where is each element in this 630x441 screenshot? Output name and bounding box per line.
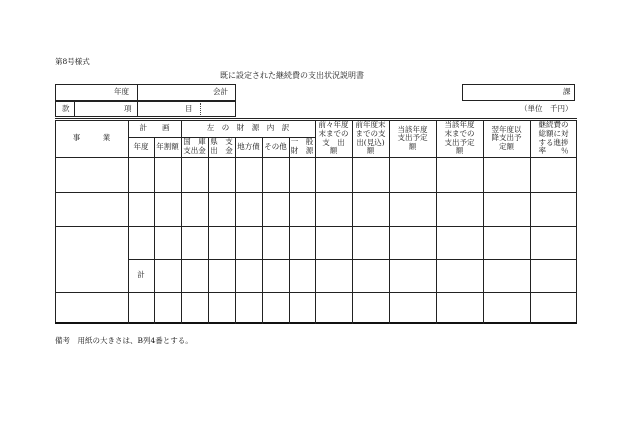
document-title: 既に設定された継続費の支出状況説明書: [220, 71, 364, 80]
kaikei-label: 会計: [213, 87, 228, 96]
col-jigyo: 事 業: [72, 133, 111, 143]
col-ken-shishutsu: 県 支 出 金: [210, 137, 233, 155]
col-togai-matsu: 当該年度 末までの 支出予定 額: [444, 120, 475, 156]
header-category-row: [55, 101, 236, 117]
form-number: 第8号様式: [55, 57, 90, 66]
col-zenzen: 前々年度 末までの 支 出 額: [318, 120, 349, 156]
col-ippan: 一 般 財 源: [290, 137, 314, 155]
col-kokko: 国 庫 支出金: [183, 137, 206, 155]
col-sonota: その他: [264, 141, 287, 151]
note: 備考 用紙の大きさは、B列4番とする。: [55, 336, 193, 345]
unit-label: （単位 千円）: [520, 104, 573, 113]
kou-label: 項: [124, 104, 132, 113]
col-keikaku: 計 画: [139, 123, 170, 133]
col-zaigen: 左 の 財 源 内 訳: [206, 123, 290, 133]
moku-label: 目: [185, 104, 193, 113]
header-fiscal-row: [55, 84, 236, 101]
total-label: 計: [137, 270, 145, 280]
col-zen: 前年度末 までの支 出(見込) 額: [355, 120, 386, 156]
col-nenwari: 年割額: [156, 141, 179, 151]
col-nendo: 年度: [133, 141, 149, 151]
kan-label: 款: [62, 104, 70, 113]
col-togai-yotei: 当該年度 支出予定 額: [397, 124, 428, 151]
col-shinchoku: 継続費の 総額に対 する進捗 率 ％: [538, 120, 569, 156]
nendo-label: 年度: [114, 87, 129, 96]
col-chihosai: 地方債: [237, 141, 260, 151]
col-yokunen: 翌年度以 降支出予 定額: [491, 124, 522, 151]
ka-box: [462, 84, 575, 101]
ka-label: 課: [563, 87, 571, 96]
